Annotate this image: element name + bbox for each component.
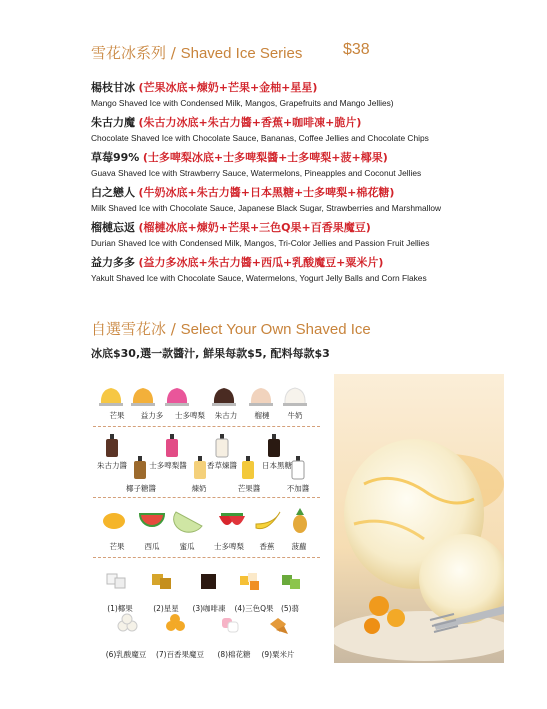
base-label: 士多啤梨 [175,411,205,420]
sauce-label: 不加醬 [286,484,310,493]
honeydew-icon [174,512,202,532]
base-label: 榴槤 [254,411,270,420]
mango-fruit-icon [103,513,125,529]
fruit-label: 芒果 [109,542,125,551]
item-description: Mango Shaved Ice with Condensed Milk, Mangos, Grapefruits and Mango Jellies) [91,98,394,108]
item-name: 榴槤忘返 [91,221,135,234]
item-ingredients: (牛奶冰底+朱古力醬+日本黑糖+士多啤梨+棉花糖) [138,186,395,199]
divider [93,557,320,558]
corn-flakes-icon [270,618,288,634]
topping-label: (9)粟米片 [261,650,295,659]
passion-fruit-balls-icon [166,614,185,631]
section-title-sep: / [166,44,181,62]
topping-label: (1)椰果 [107,604,133,613]
sauce-label: 士多啤梨醬 [149,461,187,470]
item-description: Durian Shaved Ice with Condensed Milk, Mangos, Tri-Color Jellies and Passion Fruit Jellies [91,238,430,248]
watermelon-icon [140,514,164,526]
banana-icon [256,512,280,529]
coconut-jelly-icon [107,574,125,588]
menu-item [91,151,531,179]
section-title-zh: 自選雪花冰 [91,320,167,338]
fruit-label: 西瓜 [144,542,160,551]
fruit-label: 士多啤梨 [214,542,244,551]
section-title-shaved-ice-series [91,42,302,63]
divider [93,426,320,427]
tricolor-jelly-icon [240,573,259,590]
durian-base-icon [249,388,273,406]
yogurt-balls-icon [118,614,137,631]
base-label: 芒果 [109,411,125,420]
item-ingredients: (益力多冰底+朱古力醬+西瓜+乳酸魔豆+粟米片) [138,256,384,269]
item-name: 朱古力魔 [91,116,135,129]
sauce-label: 香草煉醬 [207,461,237,470]
pricing-subtitle: 冰底$30,選一款醬汁, 鮮果每款$5, 配料每款$3 [91,347,330,360]
star-jelly-icon [152,574,171,589]
base-label: 牛奶 [287,411,303,420]
menu-item [91,116,531,144]
fruit-label: 香蕉 [259,542,275,551]
item-ingredients: (朱古力冰底+朱古力醬+香蕉+咖啡凍+脆片) [138,116,362,129]
section-price: $38 [343,41,370,58]
black-sugar-icon [268,434,280,457]
menu-item [91,256,531,284]
topping-label: (3)咖啡凍 [192,604,226,613]
item-ingredients: (芒果冰底+煉奶+芒果+金柚+星星) [138,81,318,94]
item-description: Guava Shaved Ice with Strawberry Sauce, Watermelons, Pineapples and Coconut Jellies [91,168,422,178]
konjac-icon [282,575,300,589]
base-label: 朱古力 [214,411,238,420]
topping-label: (5)蒻 [280,604,300,613]
mango-sauce-icon [242,456,254,479]
fruit-label: 蜜瓜 [179,542,195,551]
item-name: 草莓99% [91,151,140,164]
mango-base-icon [99,388,123,406]
menu-item [91,186,531,214]
item-description: Chocolate Shaved Ice with Chocolate Sauce, Bananas, Coffee Jellies and Chocolate Chips [91,133,429,143]
topping-label: (2)星星 [153,604,179,613]
divider [93,497,320,498]
marshmallow-icon [222,618,238,632]
sauce-label: 椰子糖醬 [126,484,156,493]
condensed-milk-icon [194,456,206,479]
fruit-icons [102,508,317,534]
sauce-label: 朱古力醬 [97,461,127,470]
topping-label: (8)棉花糖 [217,650,251,659]
strawberry-sauce-icon [166,434,178,457]
item-name: 白之戀人 [91,186,135,199]
vanilla-sauce-icon [216,434,228,457]
item-ingredients: (士多啤梨冰底+士多啤梨醬+士多啤梨+菠+椰果) [142,151,388,164]
section-title-select-your-own [91,318,371,339]
item-description: Yakult Shaved Ice with Chocolate Sauce, Watermelons, Yogurt Jelly Balls and Corn Flakes [91,273,427,283]
ice-base-icons [95,384,315,408]
sauce-label: 芒果醬 [237,484,261,493]
section-title-en: Select Your Own Shaved Ice [180,321,371,338]
pineapple-icon [293,508,307,533]
item-name: 益力多多 [91,256,135,269]
shaved-ice-illustration [334,374,504,663]
topping-label: (7)百香果魔豆 [155,650,205,659]
menu-item [91,81,531,109]
menu-item [91,221,531,249]
strawberry-base-icon [165,388,189,406]
no-sauce-icon [292,456,304,479]
section-title-zh: 雪花冰系列 [91,44,167,62]
section-title-sep: / [166,320,181,338]
base-label: 益力多 [140,411,164,420]
milk-base-icon [283,388,307,406]
item-name: 楊枝甘冰 [91,81,135,94]
item-ingredients: (榴槤冰底+煉奶+芒果+三色Q果+百香果魔豆) [138,221,371,234]
yakult-base-icon [131,388,155,406]
coffee-jelly-icon [201,574,216,589]
section-title-en: Shaved Ice Series [180,45,303,62]
shaved-ice-photo [334,374,504,663]
chocolate-sauce-icon [106,434,118,457]
chocolate-base-icon [212,388,236,406]
coconut-sauce-icon [134,456,146,479]
item-description: Milk Shaved Ice with Chocolate Sauce, Japanese Black Sugar, Strawberries and Marshmallow [91,203,442,213]
topping-label: (4)三色Q果 [234,604,274,613]
sauce-label: 煉奶 [191,484,207,493]
sauce-label: 日本黑糖 [262,461,292,470]
sauce-bottle-icons [104,432,314,482]
topping-label: (6)乳酸魔豆 [105,650,147,659]
fruit-label: 菠蘿 [291,542,307,551]
strawberry-icon [219,513,245,525]
